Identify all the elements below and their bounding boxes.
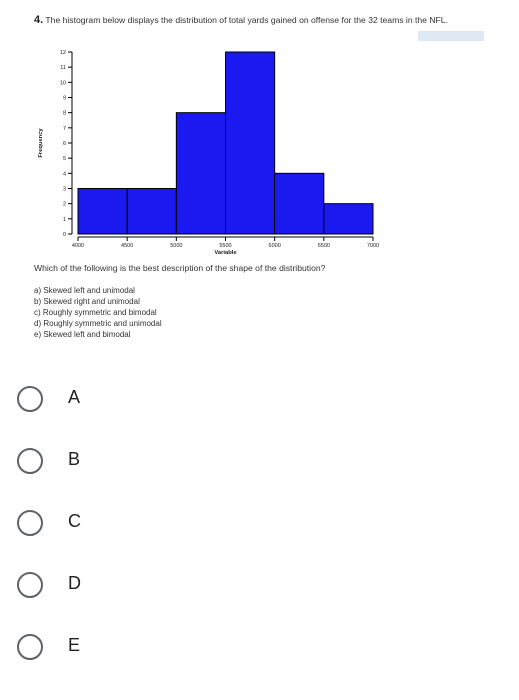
choice-d-text: d) Roughly symmetric and unimodal xyxy=(34,319,162,328)
x-tick-label: 5000 xyxy=(170,243,183,249)
question-body: The histogram below displays the distribution of total yards gained on offense for the 32 teams in the NFL. xyxy=(45,15,448,25)
choice-a-text: a) Skewed left and unimodal xyxy=(34,286,135,295)
x-axis-label: Variable xyxy=(214,250,237,256)
histogram-bar xyxy=(127,189,176,235)
option-d-label: D xyxy=(68,573,81,593)
y-tick-label: 8 xyxy=(62,110,66,117)
y-tick-label: 1 xyxy=(62,216,66,223)
y-tick-label: 10 xyxy=(59,80,66,87)
choice-e-text: e) Skewed left and bimodal xyxy=(34,330,131,339)
x-tick-label: 4000 xyxy=(71,243,85,249)
choice-b-text: b) Skewed right and unimodal xyxy=(34,297,140,306)
option-c-label: C xyxy=(68,511,81,531)
histogram-bar xyxy=(78,189,127,235)
x-tick-label: 6000 xyxy=(268,243,281,249)
option-e[interactable] xyxy=(14,626,154,666)
y-tick-label: 12 xyxy=(59,50,66,56)
histogram-bar xyxy=(176,113,225,234)
x-tick-label: 4500 xyxy=(121,243,134,249)
option-d[interactable] xyxy=(14,564,154,604)
x-tick-label: 6500 xyxy=(317,243,330,249)
x-tick-label: 7000 xyxy=(366,243,380,249)
histogram-chart xyxy=(30,44,390,260)
question-text xyxy=(34,14,484,26)
y-tick-label: 2 xyxy=(62,201,66,208)
y-tick-label: 7 xyxy=(62,125,66,132)
watermark xyxy=(418,31,484,41)
x-tick-label: 5500 xyxy=(219,243,232,249)
y-tick-label: 5 xyxy=(62,156,66,163)
y-tick-label: 9 xyxy=(62,95,66,102)
option-a[interactable] xyxy=(14,378,154,418)
radio-b-icon[interactable] xyxy=(17,448,43,474)
radio-e-icon[interactable] xyxy=(17,634,43,660)
y-tick-label: 4 xyxy=(62,171,66,178)
radio-d-icon[interactable] xyxy=(17,572,43,598)
radio-c-icon[interactable] xyxy=(17,510,43,536)
y-tick-label: 6 xyxy=(62,141,66,147)
option-b[interactable] xyxy=(14,440,154,480)
y-tick-label: 11 xyxy=(60,65,66,72)
y-tick-label: 3 xyxy=(62,186,66,193)
question-prompt: Which of the following is the best description of the shape of the distribution? xyxy=(34,263,326,273)
histogram-svg xyxy=(30,44,390,260)
histogram-bar xyxy=(226,52,275,234)
answer-choices-list xyxy=(34,285,162,340)
y-axis-label: Frequency xyxy=(38,128,44,158)
option-a-label: A xyxy=(68,387,81,407)
option-c[interactable] xyxy=(14,502,154,542)
option-e-label: E xyxy=(68,635,81,655)
radio-a-icon[interactable] xyxy=(17,386,43,412)
question-number: 4. xyxy=(34,14,44,26)
histogram-bar xyxy=(275,173,324,234)
choice-c-text: c) Roughly symmetric and bimodal xyxy=(34,308,157,317)
histogram-bar xyxy=(324,204,373,234)
option-b-label: B xyxy=(68,449,81,469)
y-tick-label: 0 xyxy=(62,232,66,238)
